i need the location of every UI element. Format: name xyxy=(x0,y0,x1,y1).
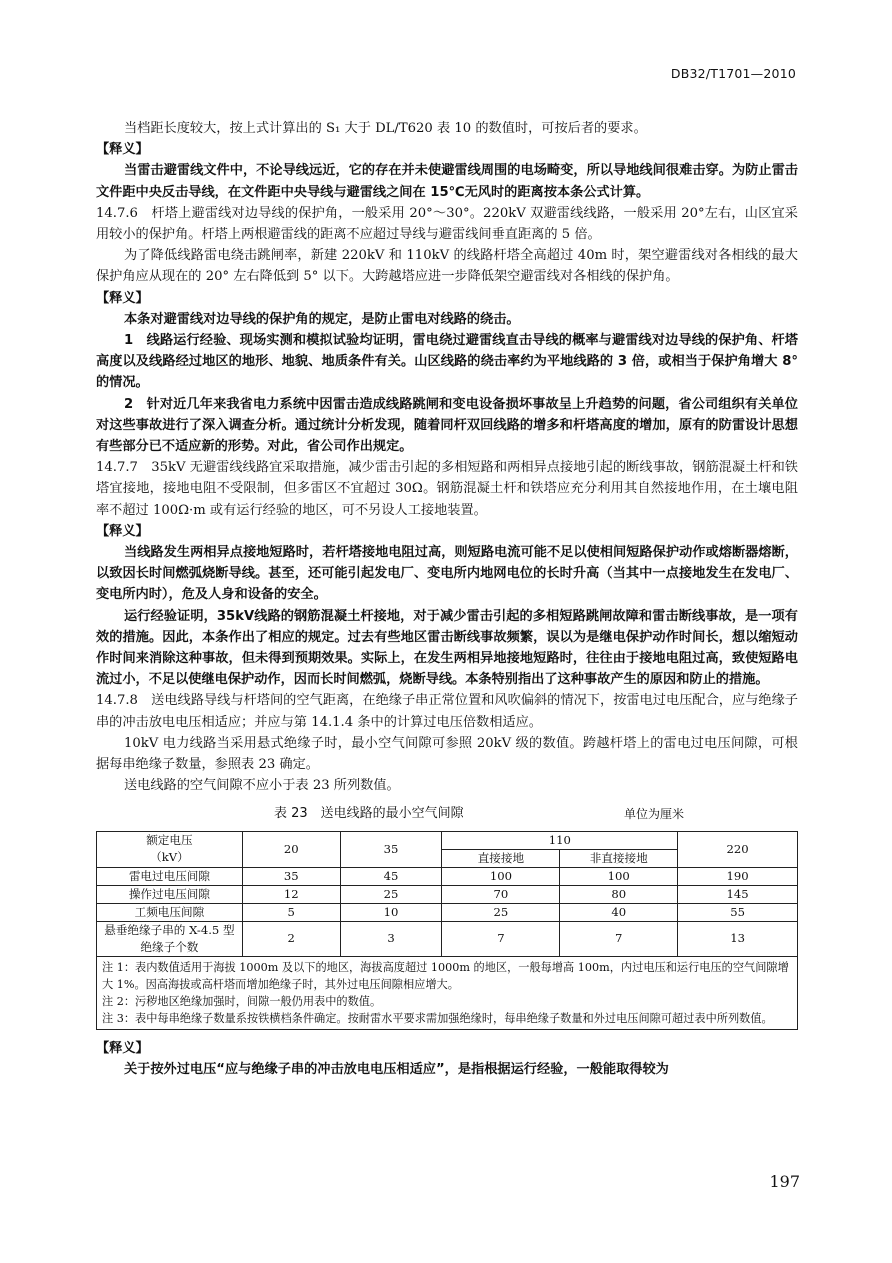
row-label: 工频电压间隙 xyxy=(97,903,243,921)
table-row xyxy=(97,921,798,956)
table-cell: 100 xyxy=(560,867,678,885)
table-cell: 100 xyxy=(442,867,560,885)
table-unit: 单位为厘米 xyxy=(624,806,685,821)
table-cell: 55 xyxy=(678,903,798,921)
clause-paragraph: 14.7.6 杆塔上避雷线对边导线的保护角，一般采用 20°～30°。220kV 双避雷线线路，一般采用 20°左右，山区宜采用较小的保护角。杆塔上两根避雷线的距离不应超过导线与避雷线间垂直距离的 5 倍。 xyxy=(96,205,798,243)
table-cell: 7 xyxy=(442,921,560,956)
header-110kv: 110 xyxy=(442,831,678,849)
row-label: 雷电过电压间隙 xyxy=(97,867,243,885)
table-cell: 145 xyxy=(678,885,798,903)
row-label: 悬垂绝缘子串的 X-4.5 型绝缘子个数 xyxy=(97,921,243,956)
table-cell: 40 xyxy=(560,903,678,921)
explanation-paragraph: 当雷击避雷线文件中，不论导线远近，它的存在并未使避雷线周围的电场畸变，所以导地线间很难击穿。为防止雷击文件距中央反击导线，在文件距中央导线与避雷线之间在 15℃无风时的距离按本条公式计算。 xyxy=(96,163,798,200)
table-caption-row xyxy=(96,801,798,827)
table-cell: 190 xyxy=(678,867,798,885)
after-table-text xyxy=(96,1038,798,1080)
header-20kv: 20 xyxy=(242,831,340,867)
header-110kv-indirect: 非直接接地 xyxy=(560,849,678,867)
clause-paragraph: 14.7.8 送电线路导线与杆塔间的空气距离，在绝缘子串正常位置和风吹偏斜的情况下，按雷电过电压配合，应与绝缘子串的冲击放电电压相适应；并应与第 14.1.4 条中的计算过电压倍数相适应。 xyxy=(96,693,798,730)
clause-paragraph: 为了降低线路雷电绕击跳闸率，新建 220kV 和 110kV 的线路杆塔全高超过 40m 时，架空避雷线对各相线的最大保护角应从现在的 20° 左右降低到 5° 以下。大跨越塔应进一步降低架空避雷线对各相线的保护角。 xyxy=(96,248,798,285)
document-code: DB32/T1701—2010 xyxy=(670,66,796,81)
table-cell: 45 xyxy=(340,867,442,885)
table-row xyxy=(97,903,798,921)
clause-paragraph: 14.7.7 35kV 无避雷线线路宜采取措施，减少雷击引起的多相短路和两相异点接地引起的断线事故，钢筋混凝土杆和铁塔宜接地，接地电阻不受限制，但多雷区不宜超过 30Ω。钢筋混凝土杆和铁塔应充分利用其自然接地作用，在土壤电阻率不超过 100Ω·m 或有运行经验的地区，可不另设人工接地装置。 xyxy=(96,460,798,518)
row-label: 操作过电压间隙 xyxy=(97,885,243,903)
table-cell: 35 xyxy=(242,867,340,885)
header-220kv: 220 xyxy=(678,831,798,867)
table-caption: 表 23 送电线路的最小空气间隙 xyxy=(274,805,464,821)
explanation-paragraph: 2 针对近几年来我省电力系统中因雷击造成线路跳闸和变电设备损坏事故呈上升趋势的问题，省公司组织有关单位对这些事故进行了深入调查分析。通过统计分析发现，随着同杆双回线路的增多和杆塔高度的增加，原有的防雷设计思想有些部分已不适应新的形势。对此，省公司作出规定。 xyxy=(96,396,798,455)
page-number: 197 xyxy=(769,1172,800,1191)
table-cell: 80 xyxy=(560,885,678,903)
table-body xyxy=(97,867,798,956)
table-cell: 5 xyxy=(242,903,340,921)
explanation-paragraph: 关于按外过电压“应与绝缘子串的冲击放电电压相适应”，是指根据运行经验，一般能取得较为 xyxy=(124,1061,669,1077)
explanation-paragraph: 运行经验证明，35kV线路的钢筋混凝土杆接地，对于减少雷击引起的多相短路跳闸故障和雷击断线事故，是一项有效的措施。因此，本条作出了相应的规定。过去有些地区雷击断线事故频繁，误以为是继电保护动作时间长，想以缩短动作时间来消除这种事故，但未得到预期效果。实际上，在发生两相异地接地短路时，往往由于接地电阻过高，致使短路电流过小，不足以使继电保护动作，因而长时间燃弧，烧断导线。本条特别指出了这种事故产生的原因和防止的措施。 xyxy=(96,608,798,688)
table-row xyxy=(97,867,798,885)
table-notes xyxy=(97,956,798,1029)
header-35kv: 35 xyxy=(340,831,442,867)
table-cell: 25 xyxy=(340,885,442,903)
section-heading-explanation: 【释义】 xyxy=(96,1040,149,1056)
header-voltage: 额定电压 （kV） xyxy=(97,831,243,867)
explanation-paragraph: 1 线路运行经验、现场实测和模拟试验均证明，雷电绕过避雷线直击导线的概率与避雷线对边导线的保护角、杆塔高度以及线路经过地区的地形、地貌、地质条件有关。山区线路的绕击率约为平地线路的 3 倍，或相当于保护角增大 8°的情况。 xyxy=(96,333,798,391)
clause-paragraph: 当档距长度较大，按上式计算出的 S₁ 大于 DL/T620 表 10 的数值时，可按后者的要求。 xyxy=(124,121,647,136)
table-note: 注 1：表内数值适用于海拔 1000m 及以下的地区，海拔高度超过 1000m 的地区，一般每增高 100m，内过电压和运行电压的空气间隙增大 1%。因高海拔或高杆塔而增加绝缘子时，其外过电压间隙相应增大。 xyxy=(102,960,789,991)
table-row xyxy=(97,885,798,903)
clause-paragraph: 送电线路的空气间隙不应小于表 23 所列数值。 xyxy=(124,778,400,794)
page-content xyxy=(96,118,798,1080)
section-heading-explanation: 【释义】 xyxy=(96,523,149,539)
clause-paragraph: 10kV 电力线路当采用悬式绝缘子时，最小空气间隙可参照 20kV 级的数值。跨越杆塔上的雷电过电压间隙，可根据每串绝缘子数量，参照表 23 确定。 xyxy=(96,735,798,773)
air-gap-table xyxy=(96,831,798,1030)
body-text xyxy=(96,118,798,797)
section-heading-explanation: 【释义】 xyxy=(96,142,149,158)
header-110kv-direct: 直接接地 xyxy=(442,849,560,867)
table-cell: 2 xyxy=(242,921,340,956)
table-cell: 70 xyxy=(442,885,560,903)
explanation-paragraph: 本条对避雷线对边导线的保护角的规定，是防止雷电对线路的绕击。 xyxy=(124,311,520,327)
table-note: 注 2：污秽地区绝缘加强时，间隙一般仍用表中的数值。 xyxy=(102,994,382,1008)
explanation-paragraph: 当线路发生两相异点接地短路时，若杆塔接地电阻过高，则短路电流可能不足以使相间短路保护动作或熔断器熔断，以致因长时间燃弧烧断导线。甚至，还可能引起发电厂、变电所内地网电位的长时升高（当其中一点接地发生在发电厂、变电所内时），危及人身和设备的安全。 xyxy=(96,545,798,603)
section-heading-explanation: 【释义】 xyxy=(96,290,149,306)
table-cell: 3 xyxy=(340,921,442,956)
table-cell: 7 xyxy=(560,921,678,956)
table-cell: 25 xyxy=(442,903,560,921)
table-cell: 10 xyxy=(340,903,442,921)
table-note: 注 3：表中每串绝缘子数量系按铁横档条件确定。按耐雷水平要求需加强绝缘时，每串绝缘子数量和外过电压间隙可超过表中所列数值。 xyxy=(102,1011,773,1025)
table-cell: 13 xyxy=(678,921,798,956)
table-cell: 12 xyxy=(242,885,340,903)
